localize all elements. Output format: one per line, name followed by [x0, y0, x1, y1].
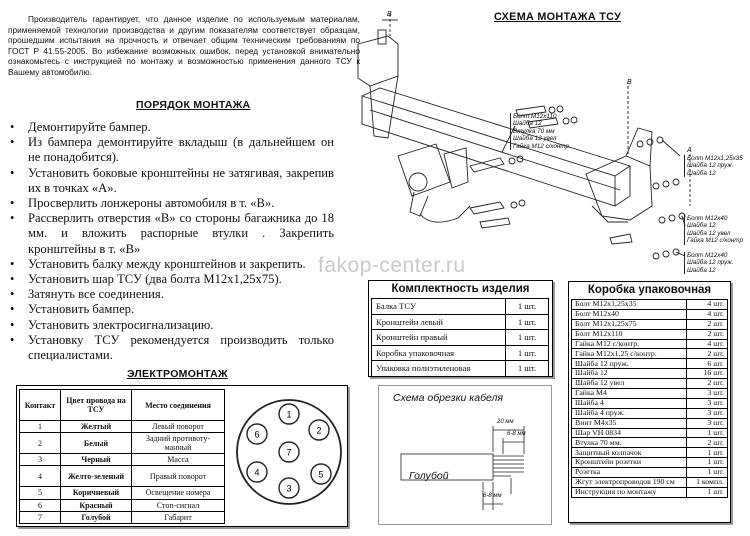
wire-color: Желтый: [61, 421, 132, 433]
callout-line: Втулка 70 мм: [513, 127, 555, 135]
electric-row: [20, 511, 225, 523]
callout-line: Шайба 12 увел: [687, 229, 731, 237]
box-item: Розетка: [572, 468, 687, 478]
cable-diagram: [379, 386, 551, 524]
connection-point: Масса: [132, 454, 225, 466]
electric-row: [20, 433, 225, 454]
socket-pin-number: 7: [286, 447, 292, 458]
box-row: [572, 438, 728, 448]
connection-point: Освещение номера: [132, 487, 225, 499]
box-qty: 1 шт.: [687, 428, 728, 438]
dim-6-8-top: 6-8 мм: [507, 431, 526, 437]
box-item: Шайба 12 пруж.: [572, 359, 687, 369]
kit-row: [372, 361, 549, 377]
box-qty: 2 шт.: [687, 438, 728, 448]
wire-label: Голубой: [409, 470, 449, 482]
install-step: • Установить балку между кронштейнов и закрепить.: [8, 257, 334, 272]
wire-color: Белый: [61, 433, 132, 454]
box-item: Втулка 70 мм.: [572, 438, 687, 448]
install-step: • Из бампера демонтируйте вкладыш (в дальнейшем он не понадобится).: [8, 135, 334, 165]
socket-pin-number: 4: [254, 467, 260, 478]
box-item: Шайба 12: [572, 369, 687, 379]
contact-number: 3: [20, 454, 61, 466]
callout-bolt-40-b: [684, 252, 733, 274]
install-step: • Установить боковые кронштейны не затягивая, закрепив их в точках «А».: [8, 166, 334, 196]
label-b-right: В: [627, 79, 632, 86]
callout-line: Шайба 12: [513, 120, 542, 128]
connection-point: Стоп-сигнал: [132, 499, 225, 511]
electric-row: [20, 454, 225, 466]
box-row: [572, 389, 728, 399]
box-row: [572, 359, 728, 369]
kit-row: [372, 314, 549, 330]
cable-title: Схема обрезки кабеля: [393, 392, 504, 404]
box-qty: 3 шт.: [687, 408, 728, 418]
install-step: • Просверлить лонжероны автомобиля в т. «В».: [8, 196, 334, 211]
box-qty: 3 шт.: [687, 398, 728, 408]
box-qty: 2 шт.: [687, 329, 728, 339]
box-row: [572, 448, 728, 458]
box-item: Болт М12х40: [572, 309, 687, 319]
contact-number: 4: [20, 466, 61, 487]
electric-row: [20, 421, 225, 433]
box-row: [572, 428, 728, 438]
box-row: [572, 458, 728, 468]
contact-number: 1: [20, 421, 61, 433]
electric-row: [20, 487, 225, 499]
contact-number: 2: [20, 433, 61, 454]
box-item: Болт М12х1,25х75: [572, 319, 687, 329]
kit-qty: 1 шт.: [506, 330, 549, 346]
box-row: [572, 478, 728, 488]
box-row: [572, 339, 728, 349]
box-qty: 16 шт.: [687, 369, 728, 379]
header-wire-color: Цвет провода на ТСУ: [61, 390, 132, 421]
wire-color: Черный: [61, 454, 132, 466]
box-item: Гайка М4: [572, 389, 687, 399]
box-qty: 4 шт.: [687, 339, 728, 349]
label-b-top: В: [387, 11, 392, 18]
box-row: [572, 349, 728, 359]
box-qty: 1 шт.: [687, 468, 728, 478]
wire-color: Красный: [61, 499, 132, 511]
install-title: ПОРЯДОК МОНТАЖА: [136, 99, 251, 111]
box-frame: [568, 281, 731, 523]
install-step: • Демонтируйте бампер.: [8, 120, 334, 135]
kit-item: Кронштейн левый: [372, 314, 506, 330]
box-row: [572, 369, 728, 379]
box-item: Шайба 12 увел: [572, 379, 687, 389]
box-qty: 6 шт.: [687, 359, 728, 369]
install-step: • Затянуть все соединения.: [8, 287, 334, 302]
box-row: [572, 319, 728, 329]
kit-item: Упаковка полиэтиленовая: [372, 361, 506, 377]
socket-pin-number: 3: [286, 483, 292, 494]
callout-line: Шайба 12: [687, 266, 716, 274]
dim-20: 20 мм: [497, 419, 514, 425]
box-item: Шар VH 0834: [572, 428, 687, 438]
contact-number: 7: [20, 511, 61, 523]
callout-line: Болт М12х110: [513, 113, 557, 120]
box-qty: 1 шт.: [687, 448, 728, 458]
electric-table: [19, 389, 225, 524]
dim-6-8-bottom: 6-8 мм: [483, 493, 502, 499]
kit-title: Комплектность изделия: [391, 283, 530, 295]
box-qty: 3 шт.: [687, 418, 728, 428]
socket-pin-number: 6: [254, 429, 260, 440]
wire-color: Коричневый: [61, 487, 132, 499]
box-item: Защитный колпачок: [572, 448, 687, 458]
box-row: [572, 487, 728, 497]
box-table: [571, 299, 728, 498]
callout-line: Болт М12х40: [687, 215, 728, 222]
electric-row: [20, 466, 225, 487]
kit-item: Коробка упаковочная: [372, 345, 506, 361]
label-a: А: [687, 147, 692, 154]
box-row: [572, 468, 728, 478]
install-steps: [8, 120, 334, 363]
connection-point: Левый поворот: [132, 421, 225, 433]
connection-point: Правый поворот: [132, 466, 225, 487]
kit-qty: 1 шт.: [506, 361, 549, 377]
box-item: Шайба 4: [572, 398, 687, 408]
box-item: Винт М4х35: [572, 418, 687, 428]
box-qty: 2 шт.: [687, 319, 728, 329]
intro-text: Производитель гарантирует, что данное изделие по используемым материалам, применяемой технологии производства и другим показателям соответствует образцам, прошедшим испытания на прочность и отвечает общим техническим требованиям по ГОСТ Р 41.55-2005. Во избежание возможных ошибок, перед установкой внимательно ознакомьтесь с инструкцией по монтажу и возможностью применения данного ТСУ к Вашему автомобилю.: [8, 14, 360, 77]
box-qty: 1 шт.: [687, 458, 728, 468]
wire-color: Голубой: [61, 511, 132, 523]
socket-pin-number: 5: [318, 469, 324, 480]
connection-point: Задний противоту-манный: [132, 433, 225, 454]
electric-row: [20, 499, 225, 511]
kit-qty: 1 шт.: [506, 299, 549, 315]
box-row: [572, 309, 728, 319]
callout-line: Гайка М12 с/контр: [513, 142, 569, 150]
callout-line: Болт М12х40: [687, 252, 728, 259]
callout-bolt-110: [510, 113, 569, 150]
callout-line: Шайба 12 пруж.: [687, 162, 734, 170]
box-row: [572, 300, 728, 310]
box-qty: 1 компл.: [687, 478, 728, 488]
callout-line: Гайка М12 с/контр: [687, 237, 743, 245]
box-item: Инструкция по монтажу: [572, 487, 687, 497]
box-title: Коробка упаковочная: [587, 284, 712, 296]
callout-line: Болт М12х1,25х35: [687, 155, 743, 162]
install-step: • Установить бампер.: [8, 302, 334, 317]
box-qty: 2 шт.: [687, 349, 728, 359]
box-qty: 3 шт.: [687, 389, 728, 399]
box-item: Гайка М12 с/контр.: [572, 339, 687, 349]
box-qty: 4 шт.: [687, 309, 728, 319]
kit-item: Балка ТСУ: [372, 299, 506, 315]
electric-title: ЭЛЕКТРОМОНТАЖ: [127, 368, 228, 380]
watermark: fakop-center.ru: [318, 254, 466, 277]
kit-frame: [368, 280, 553, 377]
callout-line: Шайба 12 увел: [513, 135, 557, 143]
box-item: Шайба 4 пруж.: [572, 408, 687, 418]
box-row: [572, 398, 728, 408]
kit-table: [371, 298, 549, 377]
box-row: [572, 379, 728, 389]
electric-frame: [16, 385, 348, 527]
box-item: Гайка М12х1,25 с/контр.: [572, 349, 687, 359]
box-item: Болт М12х110: [572, 329, 687, 339]
callout-bolt-40-a: [684, 215, 743, 245]
contact-number: 5: [20, 487, 61, 499]
box-row: [572, 418, 728, 428]
kit-qty: 1 шт.: [506, 314, 549, 330]
kit-row: [372, 299, 549, 315]
kit-row: [372, 345, 549, 361]
kit-item: Кронштейн правый: [372, 330, 506, 346]
wire-color: Желто-зеленый: [61, 466, 132, 487]
install-step: • Установить электросигнализацию.: [8, 318, 334, 333]
cable-frame: [378, 385, 552, 525]
callout-line: Шайба 12: [687, 169, 716, 177]
box-item: Болт М12х1,25х35: [572, 300, 687, 310]
install-step: • Рассверлить отверстия «В» со стороны багажника до 18 мм. и вложить распорные втулки . Закрепить кронштейны в т. «В»: [8, 211, 334, 257]
box-qty: 2 шт.: [687, 379, 728, 389]
box-qty: 4 шт.: [687, 300, 728, 310]
kit-row: [372, 330, 549, 346]
box-item: Жгут электропроводов 190 см: [572, 478, 687, 488]
connection-point: Габарит: [132, 511, 225, 523]
kit-qty: 1 шт.: [506, 345, 549, 361]
box-row: [572, 329, 728, 339]
callout-line: Шайба 12: [687, 222, 716, 230]
box-qty: 1 шт.: [687, 487, 728, 497]
contact-number: 6: [20, 499, 61, 511]
socket-pin-number: 2: [316, 425, 322, 436]
install-step: • Установку ТСУ рекомендуется производить только специалистами.: [8, 333, 334, 363]
box-row: [572, 408, 728, 418]
box-item: Кронштейн розетки: [572, 458, 687, 468]
callout-bolt-35: [684, 155, 743, 177]
callout-line: Шайба 12 пруж.: [687, 259, 734, 267]
socket-pin-number: 1: [286, 409, 292, 420]
socket-diagram: [233, 390, 343, 510]
header-contact: Контакт: [20, 390, 61, 421]
scheme-title: СХЕМА МОНТАЖА ТСУ: [494, 11, 622, 23]
header-connection: Место соединения: [132, 390, 225, 421]
install-step: • Установить шар ТСУ (два болта М12х1,25х75).: [8, 272, 334, 287]
